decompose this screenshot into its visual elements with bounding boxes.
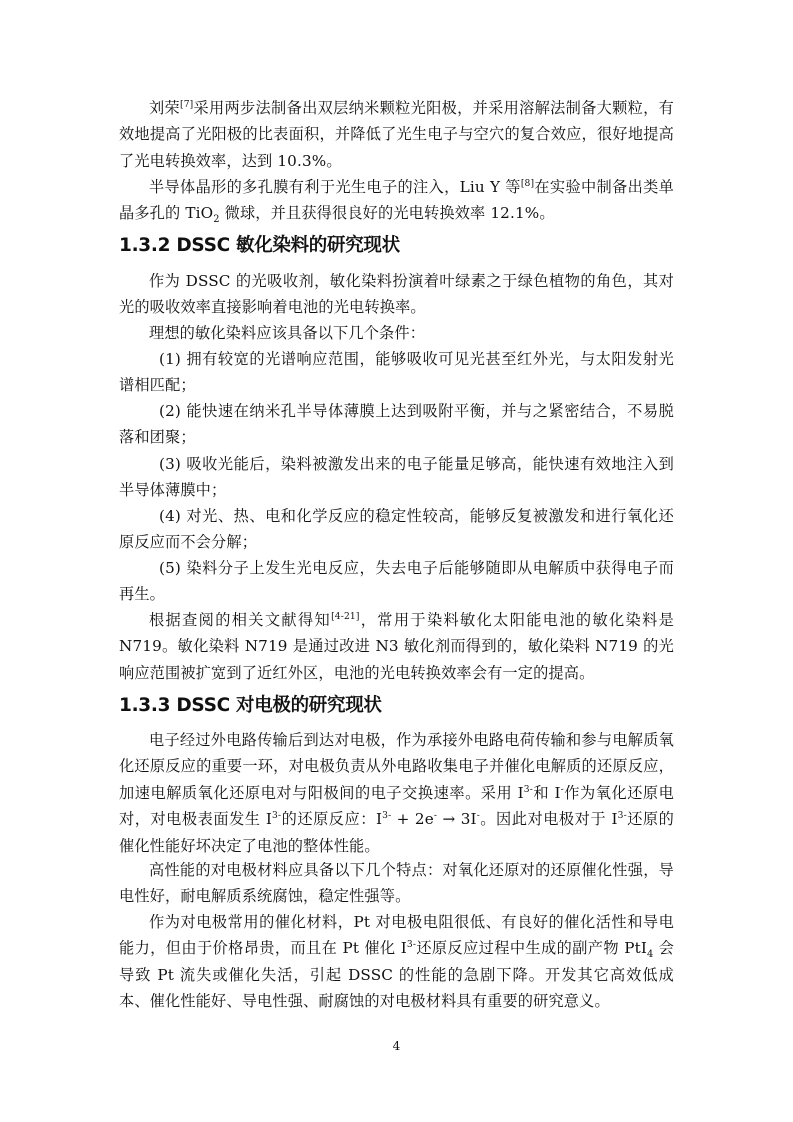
citation-ref: [7] [180, 99, 194, 110]
citation-ref: [4-21] [331, 611, 360, 622]
page-number: 4 [392, 1039, 401, 1053]
paragraph-dye-conditions-intro: 理想的敏化染料应该具备以下几个条件： [149, 324, 426, 342]
paragraph-pt-catalyst: 作为对电极常用的催化材料，Pt 对电极电阻很低、有良好的催化活性和导电能力，但由于价格昂贵，而且在 Pt 催化 $I^{3-}$还原反应过程中生成的副产物 PtI$_4$ 会导致 Pt 流失或催化失活，引起 DSSC 的性能的急剧下降。开发其它高效低成本、催化性能好、导电性强、耐腐蚀的对电极材料具有重要的研究意义。 [119, 913, 675, 1011]
list-item: (3) 吸收光能后，染料被激发出来的电子能量足够高，能快速有效地注入到半导体薄膜中； [119, 455, 674, 500]
section-heading-1-3-2: 1.3.2 DSSC 敏化染料的研究现状 [119, 235, 400, 256]
section-heading-1-3-3: 1.3.3 DSSC 对电极的研究现状 [119, 695, 382, 716]
paragraph-counter-electrode: 电子经过外电路传输后到达对电极，作为承接外电路电荷传输和参与电解质氧化还原反应的重要一环，对电极负责从外电路收集电子并催化电解质的还原反应，加速电解质氧化还原电对与阳极间的电子交换速率。采用 $I^{3-}$和 I-作为氧化还原电对，对电极表面发生 $I^{3-}$的还原反应：$I^{3-} + 2e^- \to 3I^-$。因此对电极对于 $I^{3-}$还原的催化性能好坏决定了电池的整体性能。 [119, 731, 674, 855]
paragraph-dye-role: 作为 DSSC 的光吸收剂，敏化染料扮演着叶绿素之于绿色植物的角色，其对光的吸收效率直接影响着电池的光电转换率。 [119, 272, 674, 317]
paragraph-liu-rong: 刘荣[7]采用两步法制备出双层纳米颗粒光阳极，并采用溶解法制备大颗粒，有效地提高了光阳极的比表面积，并降低了光生电子与空穴的复合效应，很好地提高了光电转换效率，达到 10.3%。 [119, 99, 674, 170]
list-item: (5) 染料分子上发生光电反应，失去电子后能够随即从电解质中获得电子而再生。 [119, 559, 674, 604]
list-item: (4) 对光、热、电和化学反应的稳定性较高，能够反复被激发和进行氧化还原反应而不会分解； [119, 507, 674, 552]
paragraph-liu-y: 半导体晶形的多孔膜有利于光生电子的注入，Liu Y 等[8]在实验中制备出类单晶多孔的 TiO$_2$ 微球，并且获得很良好的光电转换效率 12.1%。 [119, 178, 674, 226]
list-item: (2) 能快速在纳米孔半导体薄膜上达到吸附平衡，并与之紧密结合，不易脱落和团聚； [119, 402, 674, 447]
paragraph-n719: 根据查阅的相关文献得知[4-21]，常用于染料敏化太阳能电池的敏化染料是 N719。敏化染料 N719 是通过改进 N3 敏化剂而得到的，敏化染料 N719 的光响应范围被扩宽到了近红外区，电池的光电转换效率会有一定的提高。 [119, 611, 674, 682]
paragraph-material-features: 高性能的对电极材料应具备以下几个特点：对氧化还原对的还原催化性强，导电性好，耐电解质系统腐蚀，稳定性强等。 [119, 861, 674, 906]
list-item: (1) 拥有较宽的光谱响应范围，能够吸收可见光甚至红外光，与太阳发射光谱相匹配； [119, 350, 674, 395]
citation-ref: [8] [520, 178, 535, 189]
